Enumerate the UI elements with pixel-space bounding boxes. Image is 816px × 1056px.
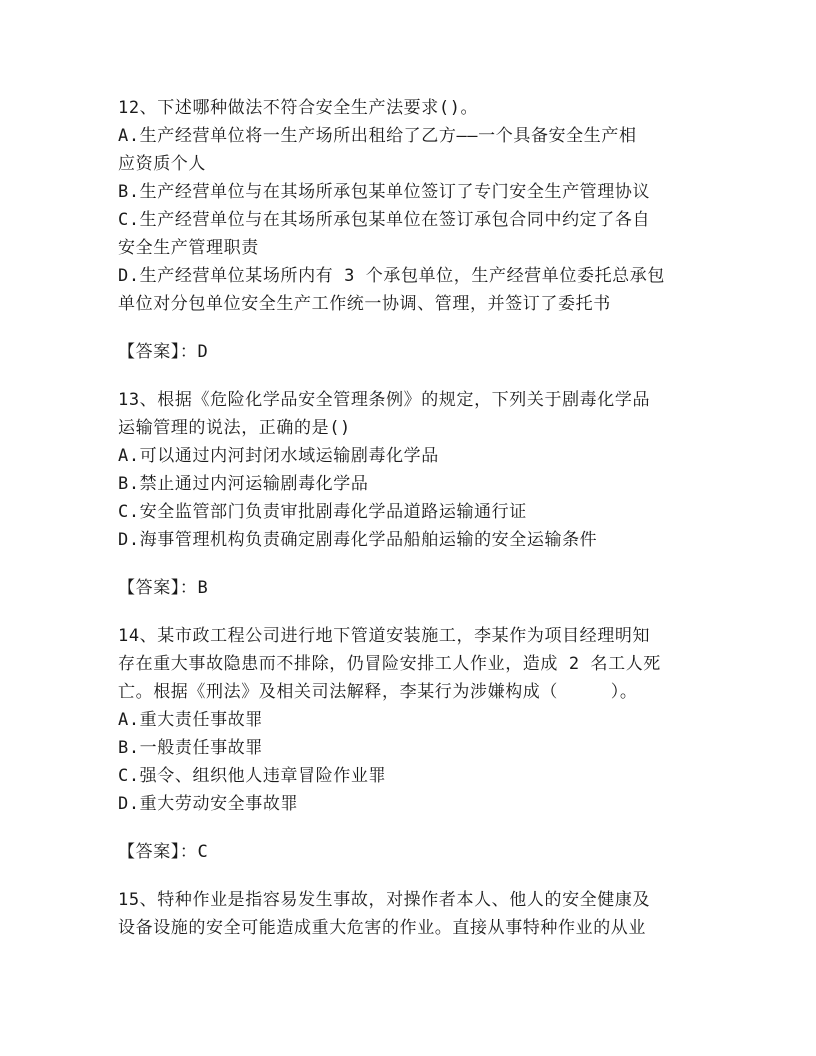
- question-13-line-6: D.海事管理机构负责确定剧毒化学品船舶运输的安全运输条件: [118, 530, 598, 550]
- question-14-line-6: C.强令、组织他人违章冒险作业罪: [118, 766, 387, 786]
- question-12-answer: 【答案】：D: [118, 342, 209, 362]
- question-13-answer: 【答案】：B: [118, 578, 209, 598]
- question-15: [118, 886, 698, 942]
- question-14: [118, 622, 698, 866]
- question-12-line-8: 单位对分包单位安全生产工作统一协调、管理，并签订了委托书: [118, 294, 611, 314]
- question-14-line-1: 14、某市政工程公司进行地下管道安装施工，李某作为项目经理明知: [118, 626, 651, 646]
- question-12-line-3: 应资质个人: [118, 154, 206, 174]
- question-13-line-5: C.安全监管部门负责审批剧毒化学品道路运输通行证: [118, 502, 527, 522]
- question-12-line-5: C.生产经营单位与在其场所承包某单位在签订承包合同中约定了各自: [118, 210, 651, 230]
- question-15-line-1: 15、特种作业是指容易发生事故，对操作者本人、他人的安全健康及: [118, 890, 651, 910]
- question-13-line-1: 13、根据《危险化学品安全管理条例》的规定，下列关于剧毒化学品: [118, 390, 651, 410]
- question-14-line-3: 亡。根据《刑法》及相关司法解释，李某行为涉嫌构成（ ）。: [118, 682, 638, 702]
- question-12-line-7: D.生产经营单位某场所内有 3 个承包单位，生产经营单位委托总承包: [118, 266, 665, 286]
- question-12-line-4: B.生产经营单位与在其场所承包某单位签订了专门安全生产管理协议: [118, 182, 651, 202]
- question-14-line-4: A.重大责任事故罪: [118, 710, 263, 730]
- question-14-answer: 【答案】：C: [118, 842, 209, 862]
- question-13-line-4: B.禁止通过内河运输剧毒化学品: [118, 474, 369, 494]
- question-12-line-6: 安全生产管理职责: [118, 238, 259, 258]
- question-13-line-3: A.可以通过内河封闭水域运输剧毒化学品: [118, 446, 439, 466]
- question-15-line-2: 设备设施的安全可能造成重大危害的作业。直接从事特种作业的从业: [118, 918, 646, 938]
- question-14-line-5: B.一般责任事故罪: [118, 738, 263, 758]
- question-14-line-2: 存在重大事故隐患而不排除，仍冒险安排工人作业，造成 2 名工人死: [118, 654, 661, 674]
- question-list: [118, 94, 698, 942]
- question-12-line-1: 12、下述哪种做法不符合安全生产法要求()。: [118, 98, 479, 118]
- question-13: [118, 386, 698, 602]
- question-13-line-2: 运输管理的说法，正确的是(): [118, 418, 351, 438]
- question-14-line-7: D.重大劳动安全事故罪: [118, 794, 299, 814]
- question-12: [118, 94, 698, 366]
- question-12-line-2: A.生产经营单位将一生产场所出租给了乙方——一个具备安全生产相: [118, 126, 637, 146]
